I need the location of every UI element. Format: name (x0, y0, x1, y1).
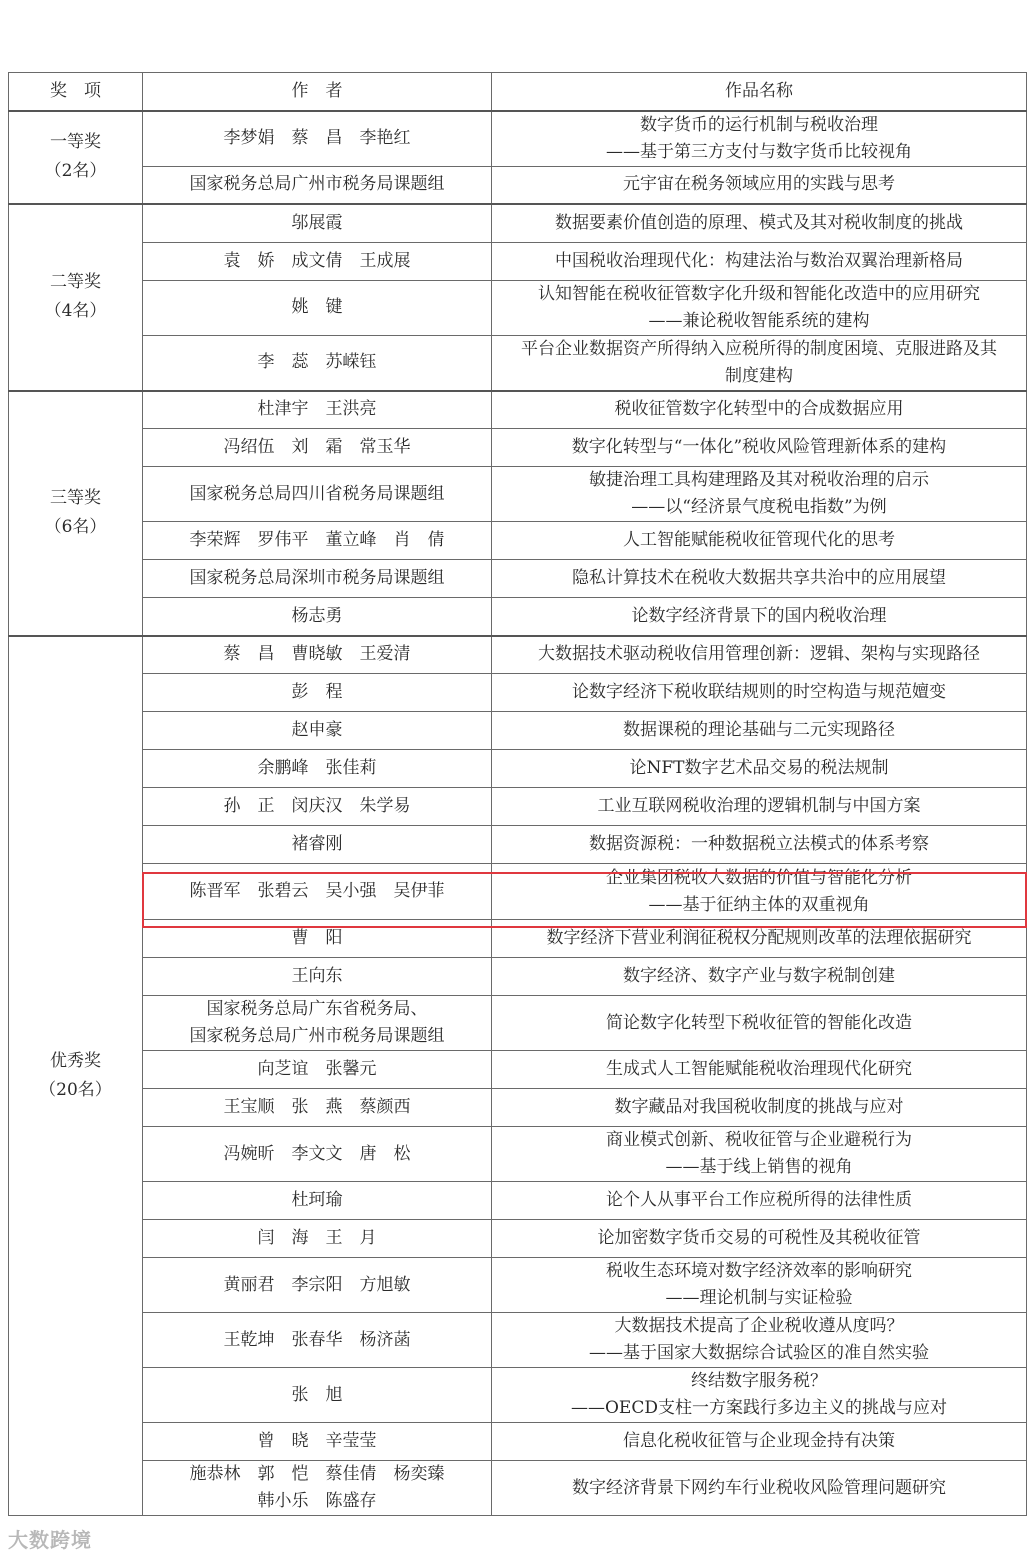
cell-line: 优秀奖 (50, 1050, 101, 1071)
cell-line: 生成式人工智能赋能税收治理现代化研究 (606, 1059, 912, 1079)
table-row (9, 1461, 1027, 1516)
cell-line: 曾 晓 辛莹莹 (257, 1431, 377, 1451)
title-cell (492, 958, 1027, 996)
cell-line: 中国税收治理现代化：构建法治与数治双翼治理新格局 (555, 250, 963, 271)
cell-line: 论加密数字货币交易的可税性及其税收征管 (597, 1228, 921, 1248)
cell-line: （2名） (44, 161, 107, 182)
title-cell (492, 1461, 1027, 1516)
table-row (9, 1313, 1027, 1368)
cell-line: 平台企业数据资产所得纳入应税所得的制度困境、克服进路及其 (521, 338, 997, 359)
cell-line: 闫 海 王 月 (257, 1228, 377, 1248)
author-cell (143, 1368, 492, 1423)
author-cell (143, 674, 492, 712)
cell-line: 冯绍伍 刘 霜 常玉华 (223, 437, 411, 457)
cell-line: 隐私计算技术在税收大数据共享共治中的应用展望 (572, 568, 946, 588)
table-row (9, 826, 1027, 864)
title-cell (492, 560, 1027, 598)
author-cell (143, 204, 492, 242)
author-cell (143, 920, 492, 958)
cell-line: 一等奖 (50, 132, 101, 153)
title-cell (492, 335, 1027, 391)
author-cell (143, 598, 492, 636)
table-row (9, 636, 1027, 674)
cell-line: 论数字经济背景下的国内税收治理 (631, 605, 887, 626)
author-cell (143, 788, 492, 826)
cell-line: 工业互联网税收治理的逻辑机制与中国方案 (597, 796, 921, 816)
cell-line: 数字经济背景下网约车行业税收风险管理问题研究 (572, 1477, 946, 1498)
cell-line: （6名） (44, 517, 107, 537)
title-cell (492, 712, 1027, 750)
cell-line: 元宇宙在税务领域应用的实践与思考 (623, 174, 895, 195)
cell-line: 企业集团税收大数据的价值与智能化分析 (606, 867, 912, 888)
cell-line: 王向东 (291, 966, 343, 986)
table-row (9, 1089, 1027, 1127)
title-cell (492, 1313, 1027, 1368)
cell-line: 信息化税收征管与企业现金持有决策 (623, 1431, 895, 1451)
cell-line: 孙 正 闵庆汉 朱学易 (223, 796, 411, 816)
cell-line: 数字经济下营业利润征税权分配规则改革的法理依据研究 (546, 928, 972, 948)
title-cell (492, 1423, 1027, 1461)
table-row (9, 1182, 1027, 1220)
author-cell (143, 280, 492, 335)
cell-line: 杨志勇 (291, 605, 343, 626)
author-cell (143, 467, 492, 522)
author-cell (143, 429, 492, 467)
title-cell (492, 636, 1027, 674)
table-row (9, 958, 1027, 996)
author-cell (143, 1127, 492, 1182)
table-row (9, 204, 1027, 242)
cell-line: 数据课税的理论基础与二元实现路径 (623, 720, 895, 740)
cell-line: 税收生态环境对数字经济效率的影响研究 (606, 1261, 912, 1281)
title-cell (492, 242, 1027, 280)
cell-line: 黄丽君 李宗阳 方旭敏 (223, 1274, 411, 1295)
cell-line: ——基于国家大数据综合试验区的准自然实验 (589, 1343, 929, 1363)
watermark-logo: 大数跨境 (8, 1528, 92, 1552)
title-cell (492, 920, 1027, 958)
cell-line: 曹 阳 (291, 928, 343, 948)
prize-cell (9, 391, 143, 636)
title-cell (492, 826, 1027, 864)
cell-line: 二等奖 (50, 272, 101, 293)
title-cell (492, 1258, 1027, 1313)
cell-line: 数据资源税：一种数据税立法模式的体系考察 (589, 834, 929, 854)
title-cell (492, 467, 1027, 522)
cell-line: 邬展霞 (291, 212, 343, 233)
cell-line: 王宝顺 张 燕 蔡颜西 (223, 1097, 411, 1117)
cell-line: 张 旭 (291, 1384, 343, 1405)
prize-cell (9, 111, 143, 205)
author-cell (143, 560, 492, 598)
cell-line: ——理论机制与实证检验 (665, 1288, 853, 1308)
table-row (9, 467, 1027, 522)
cell-line: ——基于线上销售的视角 (665, 1157, 853, 1177)
cell-line: 大数据技术驱动税收信用管理创新：逻辑、架构与实现路径 (538, 644, 980, 665)
author-cell (143, 1258, 492, 1313)
table-row (9, 598, 1027, 636)
table-row (9, 280, 1027, 335)
cell-line: 余鹏峰 张佳莉 (257, 758, 377, 778)
table-row (9, 391, 1027, 429)
title-cell (492, 522, 1027, 560)
table-row (9, 1051, 1027, 1089)
table-row (9, 788, 1027, 826)
cell-line: ——OECD支柱一方案践行多边主义的挑战与应对 (571, 1398, 947, 1418)
title-cell (492, 864, 1027, 920)
cell-line: 陈晋军 张碧云 吴小强 吴伊菲 (189, 881, 445, 901)
cell-line: 国家税务总局广东省税务局、 (206, 999, 428, 1019)
title-cell (492, 166, 1027, 204)
author-cell (143, 242, 492, 280)
author-cell (143, 522, 492, 560)
table-row (9, 335, 1027, 391)
table-row (9, 864, 1027, 920)
cell-line: 李荣辉 罗伟平 董立峰 肖 倩 (189, 530, 445, 550)
table-row (9, 111, 1027, 167)
cell-line: 褚睿刚 (291, 834, 343, 854)
author-cell (143, 958, 492, 996)
title-cell (492, 1368, 1027, 1423)
cell-line: 数字化转型与“一体化”税收风险管理新体系的建构 (571, 437, 947, 457)
author-cell (143, 166, 492, 204)
cell-line: 杜津宇 王洪亮 (257, 399, 377, 420)
cell-line: 国家税务总局广州市税务局课题组 (189, 1026, 445, 1046)
title-cell (492, 996, 1027, 1051)
cell-line: 敏捷治理工具构建理路及其对税收治理的启示 (589, 470, 929, 490)
cell-line: 论个人从事平台工作应税所得的法律性质 (606, 1190, 912, 1210)
cell-line: （4名） (44, 301, 107, 322)
title-cell (492, 1127, 1027, 1182)
cell-line: 制度建构 (725, 365, 793, 386)
table-row (9, 1258, 1027, 1313)
table-row (9, 1220, 1027, 1258)
cell-line: 蔡 昌 曹晓敏 王爱清 (223, 644, 411, 665)
table-row (9, 674, 1027, 712)
table-row (9, 920, 1027, 958)
author-cell (143, 111, 492, 167)
table-row (9, 1368, 1027, 1423)
cell-line: ——基于征纳主体的双重视角 (648, 894, 870, 915)
cell-line: 简论数字化转型下税收征管的智能化改造 (606, 1012, 912, 1033)
prize-cell (9, 636, 143, 1516)
cell-line: 终结数字服务税？ (691, 1371, 827, 1391)
header-award: 奖 项 (9, 73, 143, 111)
title-cell (492, 1182, 1027, 1220)
title-cell (492, 598, 1027, 636)
cell-line: 数字藏品对我国税收制度的挑战与应对 (614, 1097, 904, 1117)
cell-line: 李梦娟 蔡 昌 李艳红 (223, 128, 411, 148)
cell-line: 冯婉昕 李文文 唐 松 (223, 1143, 411, 1164)
author-cell (143, 636, 492, 674)
cell-line: 向芝谊 张馨元 (257, 1059, 377, 1079)
author-cell (143, 1182, 492, 1220)
cell-line: 赵申豪 (291, 720, 343, 740)
cell-line: 论数字经济下税收联结规则的时空构造与规范嬗变 (572, 682, 946, 702)
author-cell (143, 391, 492, 429)
header-row (9, 73, 1027, 111)
cell-line: 认知智能在税收征管数字化升级和智能化改造中的应用研究 (538, 283, 980, 304)
title-cell (492, 111, 1027, 167)
cell-line: 施恭林 郭 恺 蔡佳倩 杨奕臻 (189, 1464, 445, 1484)
title-cell (492, 280, 1027, 335)
author-cell (143, 1423, 492, 1461)
cell-line: 数字经济、数字产业与数字税制创建 (623, 966, 895, 986)
cell-line: 商业模式创新、税收征管与企业避税行为 (606, 1130, 912, 1150)
cell-line: 袁 娇 成文倩 王成展 (223, 250, 411, 271)
table-row (9, 522, 1027, 560)
table-row (9, 166, 1027, 204)
cell-line: 国家税务总局四川省税务局课题组 (189, 483, 445, 504)
author-cell (143, 335, 492, 391)
header-author: 作 者 (143, 73, 492, 111)
cell-line: 韩小乐 陈盛存 (257, 1491, 377, 1511)
cell-line: ——兼论税收智能系统的建构 (648, 310, 870, 331)
table-row (9, 750, 1027, 788)
cell-line: 杜珂瑜 (291, 1190, 343, 1210)
cell-line: 三等奖 (50, 488, 101, 508)
cell-line: 彭 程 (291, 682, 343, 702)
table-row (9, 1423, 1027, 1461)
table-row (9, 996, 1027, 1051)
cell-line: 数据要素价值创造的原理、模式及其对税收制度的挑战 (555, 212, 963, 233)
cell-line: 人工智能赋能税收征管现代化的思考 (623, 530, 895, 550)
awards-table-body (9, 73, 1027, 1516)
table-row (9, 712, 1027, 750)
cell-line: 姚 键 (291, 297, 343, 317)
cell-line: 数字货币的运行机制与税收治理 (640, 114, 878, 135)
title-cell (492, 391, 1027, 429)
author-cell (143, 750, 492, 788)
author-cell (143, 1461, 492, 1516)
cell-line: ——以“经济景气度税电指数”为例 (631, 497, 887, 517)
author-cell (143, 1220, 492, 1258)
author-cell (143, 1089, 492, 1127)
author-cell (143, 864, 492, 920)
table-row (9, 429, 1027, 467)
cell-line: 税收征管数字化转型中的合成数据应用 (614, 399, 904, 420)
cell-line: ——基于第三方支付与数字货币比较视角 (606, 141, 912, 162)
cell-line: 李 蕊 苏嵘钰 (257, 352, 377, 372)
author-cell (143, 1051, 492, 1089)
title-cell (492, 1051, 1027, 1089)
table-row (9, 560, 1027, 598)
awards-table (8, 72, 1027, 1516)
table-row (9, 1127, 1027, 1182)
title-cell (492, 1089, 1027, 1127)
author-cell (143, 712, 492, 750)
header-title: 作品名称 (492, 73, 1027, 111)
cell-line: （20名） (39, 1079, 112, 1100)
title-cell (492, 204, 1027, 242)
author-cell (143, 826, 492, 864)
title-cell (492, 788, 1027, 826)
author-cell (143, 996, 492, 1051)
cell-line: 国家税务总局深圳市税务局课题组 (189, 568, 445, 588)
cell-line: 王乾坤 张春华 杨济菡 (223, 1329, 411, 1350)
title-cell (492, 429, 1027, 467)
title-cell (492, 1220, 1027, 1258)
table-row (9, 242, 1027, 280)
cell-line: 大数据技术提高了企业税收遵从度吗？ (614, 1316, 904, 1336)
title-cell (492, 674, 1027, 712)
cell-line: 论NFT数字艺术品交易的税法规制 (629, 758, 889, 778)
prize-cell (9, 204, 143, 391)
cell-line: 国家税务总局广州市税务局课题组 (189, 174, 445, 195)
title-cell (492, 750, 1027, 788)
author-cell (143, 1313, 492, 1368)
